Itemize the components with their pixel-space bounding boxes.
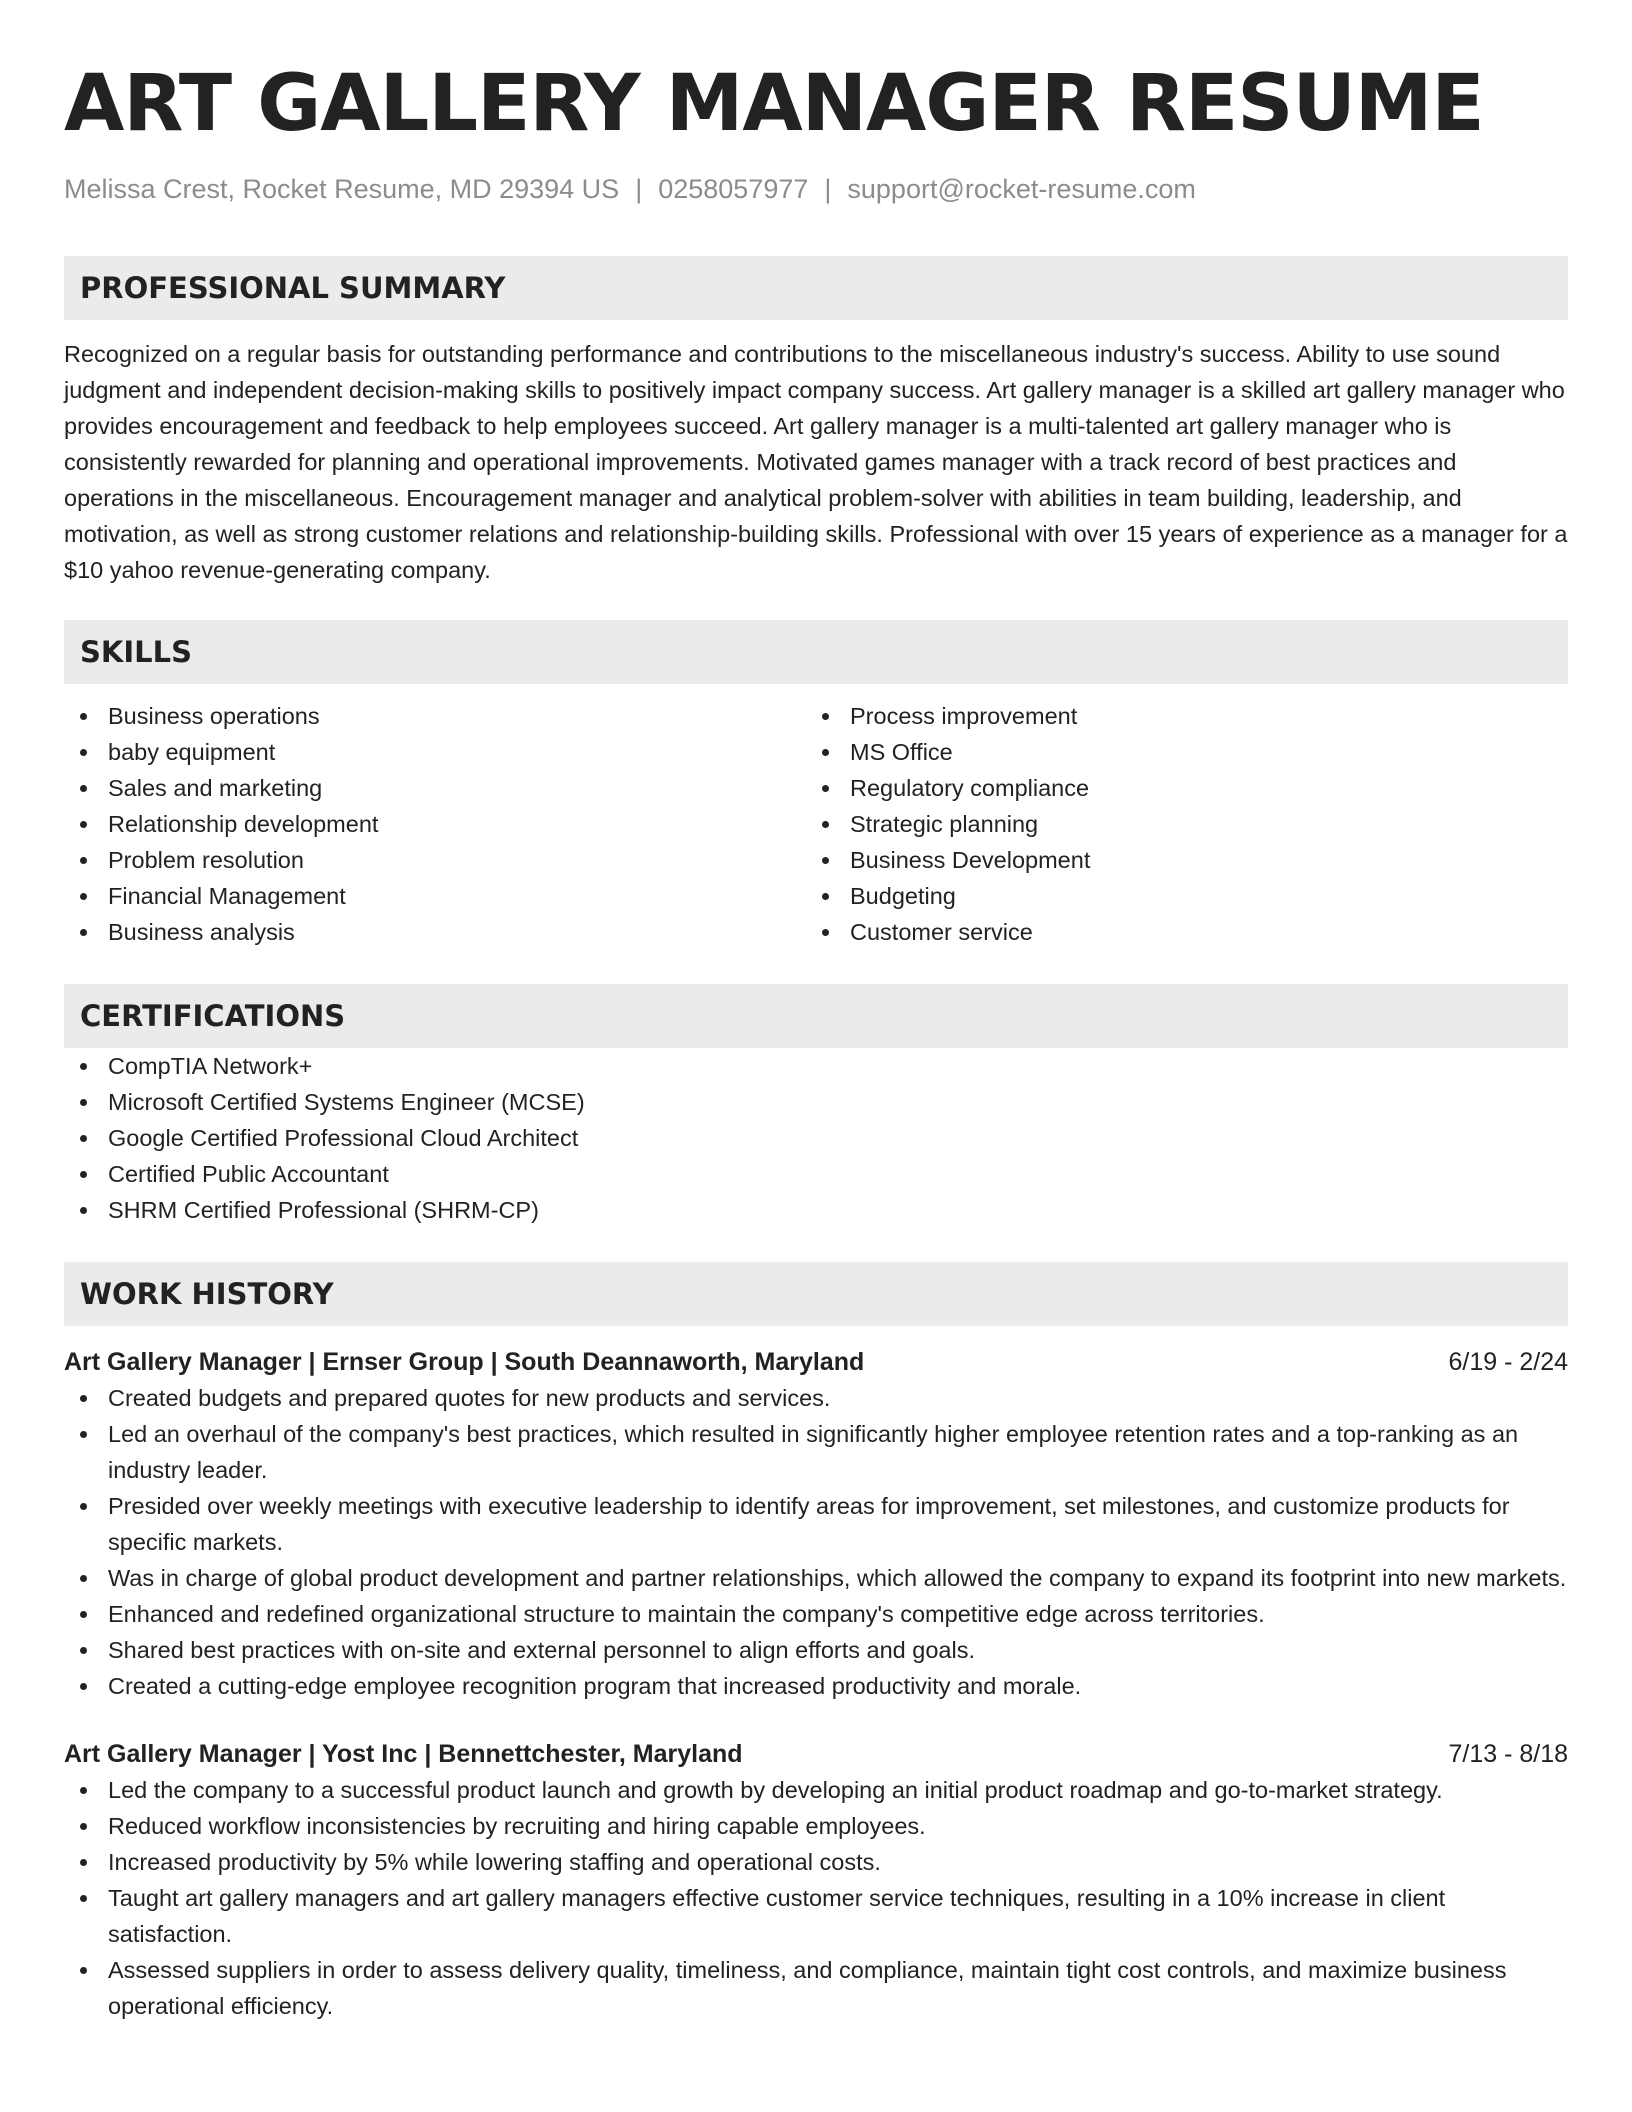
certification-item: Certified Public Accountant — [64, 1156, 1568, 1192]
skill-item: Financial Management — [64, 878, 806, 914]
skill-item: Process improvement — [806, 698, 1548, 734]
job-bullet: Created a cutting-edge employee recognition program that increased productivity and morale. — [64, 1668, 1568, 1704]
job-dates: 7/13 - 8/18 — [1448, 1740, 1568, 1768]
skill-item: Sales and marketing — [64, 770, 806, 806]
skill-item: baby equipment — [64, 734, 806, 770]
contact-line — [64, 172, 1568, 206]
job-title: Art Gallery Manager | Ernser Group | South Deannaworth, Maryland — [64, 1348, 865, 1376]
skills-column-left — [64, 698, 806, 950]
work-history-heading: WORK HISTORY — [64, 1262, 1568, 1326]
job-bullet: Reduced workflow inconsistencies by recruiting and hiring capable employees. — [64, 1808, 1568, 1844]
skills-column-right — [806, 698, 1548, 950]
certification-item: CompTIA Network+ — [64, 1048, 1568, 1084]
skill-item: Problem resolution — [64, 842, 806, 878]
job-entry — [64, 1344, 1568, 1704]
job-bullet: Was in charge of global product development and partner relationships, which allowed the company to expand its footprint into new markets. — [64, 1560, 1568, 1596]
page-title: ART GALLERY MANAGER RESUME — [64, 59, 1484, 149]
certification-item: Google Certified Professional Cloud Architect — [64, 1120, 1568, 1156]
skill-item: Business analysis — [64, 914, 806, 950]
skills-grid — [64, 698, 1568, 950]
skills-list-left — [64, 698, 806, 950]
job-bullet: Led the company to a successful product launch and growth by developing an initial product roadmap and go-to-market strategy. — [64, 1772, 1568, 1808]
skill-item: Strategic planning — [806, 806, 1548, 842]
resume-page — [64, 58, 1568, 2024]
job-header — [64, 1736, 1568, 1772]
job-bullet: Presided over weekly meetings with executive leadership to identify areas for improvement, set milestones, and customize products for specific markets. — [64, 1488, 1568, 1560]
skills-heading: SKILLS — [64, 620, 1568, 684]
job-bullet: Taught art gallery managers and art gallery managers effective customer service techniques, resulting in a 10% increase in client satisfaction. — [64, 1880, 1568, 1952]
skill-item: Customer service — [806, 914, 1548, 950]
job-bullet: Enhanced and redefined organizational structure to maintain the company's competitive edge across territories. — [64, 1596, 1568, 1632]
contact-email: support@rocket-resume.com — [847, 174, 1196, 204]
job-entry — [64, 1736, 1568, 2024]
job-bullet: Created budgets and prepared quotes for new products and services. — [64, 1380, 1568, 1416]
job-title: Art Gallery Manager | Yost Inc | Bennettchester, Maryland — [64, 1740, 743, 1768]
job-dates: 6/19 - 2/24 — [1448, 1348, 1568, 1376]
job-bullets — [64, 1380, 1568, 1704]
skill-item: MS Office — [806, 734, 1548, 770]
certifications-list — [64, 1048, 1568, 1228]
job-bullet: Increased productivity by 5% while lowering staffing and operational costs. — [64, 1844, 1568, 1880]
certifications-heading: CERTIFICATIONS — [64, 984, 1568, 1048]
skill-item: Business Development — [806, 842, 1548, 878]
job-bullet: Shared best practices with on-site and external personnel to align efforts and goals. — [64, 1632, 1568, 1668]
skill-item: Relationship development — [64, 806, 806, 842]
contact-separator: | — [635, 174, 643, 204]
certification-item: SHRM Certified Professional (SHRM-CP) — [64, 1192, 1568, 1228]
job-bullet: Led an overhaul of the company's best practices, which resulted in significantly higher employee retention rates and a top-ranking as an industry leader. — [64, 1416, 1568, 1488]
skill-item: Regulatory compliance — [806, 770, 1548, 806]
job-bullet: Assessed suppliers in order to assess delivery quality, timeliness, and compliance, maintain tight cost controls, and maximize business operational efficiency. — [64, 1952, 1568, 2024]
skill-item: Budgeting — [806, 878, 1548, 914]
contact-address: Melissa Crest, Rocket Resume, MD 29394 US — [64, 174, 620, 204]
skills-list-right — [806, 698, 1548, 950]
contact-separator: | — [824, 174, 832, 204]
skill-item: Business operations — [64, 698, 806, 734]
job-bullets — [64, 1772, 1568, 2024]
certification-item: Microsoft Certified Systems Engineer (MCSE) — [64, 1084, 1568, 1120]
contact-phone: 0258057977 — [658, 174, 809, 204]
job-header — [64, 1344, 1568, 1380]
summary-text: Recognized on a regular basis for outstanding performance and contributions to the miscellaneous industry's success. Ability to use sound judgment and independent decision-making skills to positively impact company success. Art gallery manager is a skilled art gallery manager who provides encouragement and feedback to help employees succeed. Art gallery manager is a multi-talented art gallery manager who is consistently rewarded for planning and operational improvements. Motivated games manager with a track record of best practices and operations in the miscellaneous. Encouragement manager and analytical problem-solver with abilities in team building, leadership, and motivation, as well as strong customer relations and relationship-building skills. Professional with over 15 years of experience as a manager for a $10 yahoo revenue-generating company. — [64, 341, 1568, 583]
summary-heading: PROFESSIONAL SUMMARY — [64, 256, 1568, 320]
